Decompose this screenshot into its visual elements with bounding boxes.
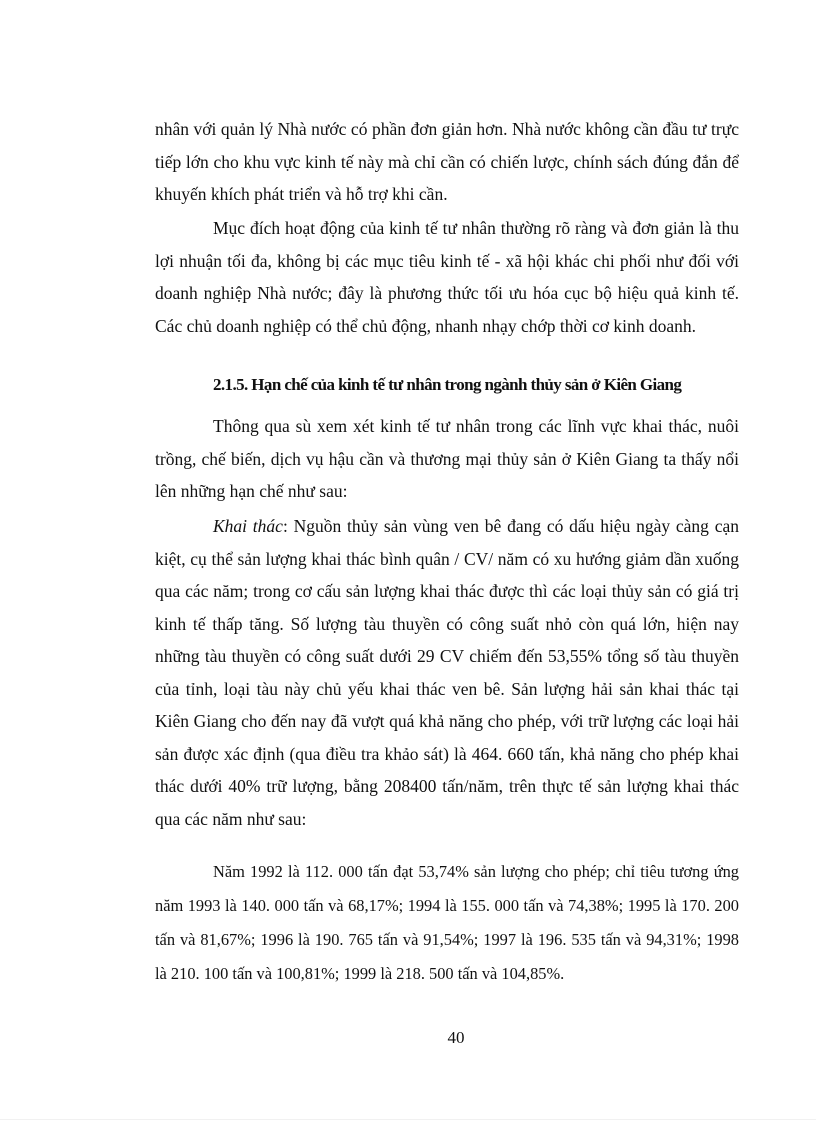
body-paragraph-exploitation — [155, 510, 739, 835]
section-heading: 2.1.5. Hạn chế của kinh tế tư nhân trong ngành thủy sản ở Kiên Giang — [213, 375, 682, 394]
body-paragraph-intro: Thông qua sù xem xét kinh tế tư nhân trong các lĩnh vực khai thác, nuôi trồng, chế biến, dịch vụ hậu cần và thương mại thủy sản ở Kiên Giang ta thấy nổi lên những hạn chế như sau: — [155, 416, 739, 501]
exploitation-label: Khai thác — [213, 516, 283, 536]
page-number: 40 — [447, 1028, 465, 1047]
body-paragraph-continuation: nhân với quản lý Nhà nước có phần đơn giản hơn. Nhà nước không cần đầu tư trực tiếp lớn cho khu vực kinh tế này mà chỉ cần có chiến lược, chính sách đúng đắn để khuyến khích phát triển và hỗ trợ khi cần. — [155, 119, 739, 204]
page-bottom-edge — [0, 1119, 816, 1120]
exploitation-body: : Nguồn thủy sản vùng ven bê đang có dấu hiệu ngày càng cạn kiệt, cụ thể sản lượng khai thác bình quân / CV/ năm có xu hướng giảm dần xuống qua các năm; trong cơ cấu sản lượng khai thác được thì các loại thủy sản có giá trị kinh tế thấp tăng. Số lượng tàu thuyền có công suất nhỏ còn quá lớn, hiện nay những tàu thuyền có công suất dưới 29 CV chiếm đến 53,55% tổng số tàu thuyền của tỉnh, loại tàu này chủ yếu khai thác ven bê. Sản lượng hải sản khai thác tại Kiên Giang cho đến nay đã vượt quá khả năng cho phép, với trữ lượng các loại hải sản được xác định (qua điều tra khảo sát) là 464. 660 tấn, khả năng cho phép khai thác dưới 40% trữ lượng, bằng 208400 tấn/năm, trên thực tế sản lượng khai thác qua các năm như sau: — [155, 516, 739, 829]
body-paragraph-yearly-output: Năm 1992 là 112. 000 tấn đạt 53,74% sản lượng cho phép; chỉ tiêu tương ứng năm 1993 là 140. 000 tấn và 68,17%; 1994 là 155. 000 tấn và 74,38%; 1995 là 170. 200 tấn và 81,67%; 1996 là 190. 765 tấn và 91,54%; 1997 là 196. 535 tấn và 94,31%; 1998 là 210. 100 tấn và 100,81%; 1999 là 218. 500 tấn và 104,85%. — [155, 862, 739, 983]
body-paragraph-purpose: Mục đích hoạt động của kinh tế tư nhân thường rõ ràng và đơn giản là thu lợi nhuận tối đa, không bị các mục tiêu kinh tế - xã hội khác chi phối như đối với doanh nghiệp Nhà nước; đây là phương thức tối ưu hóa cục bộ hiệu quả kinh tế. Các chủ doanh nghiệp có thể chủ động, nhanh nhạy chớp thời cơ kinh doanh. — [155, 218, 739, 336]
